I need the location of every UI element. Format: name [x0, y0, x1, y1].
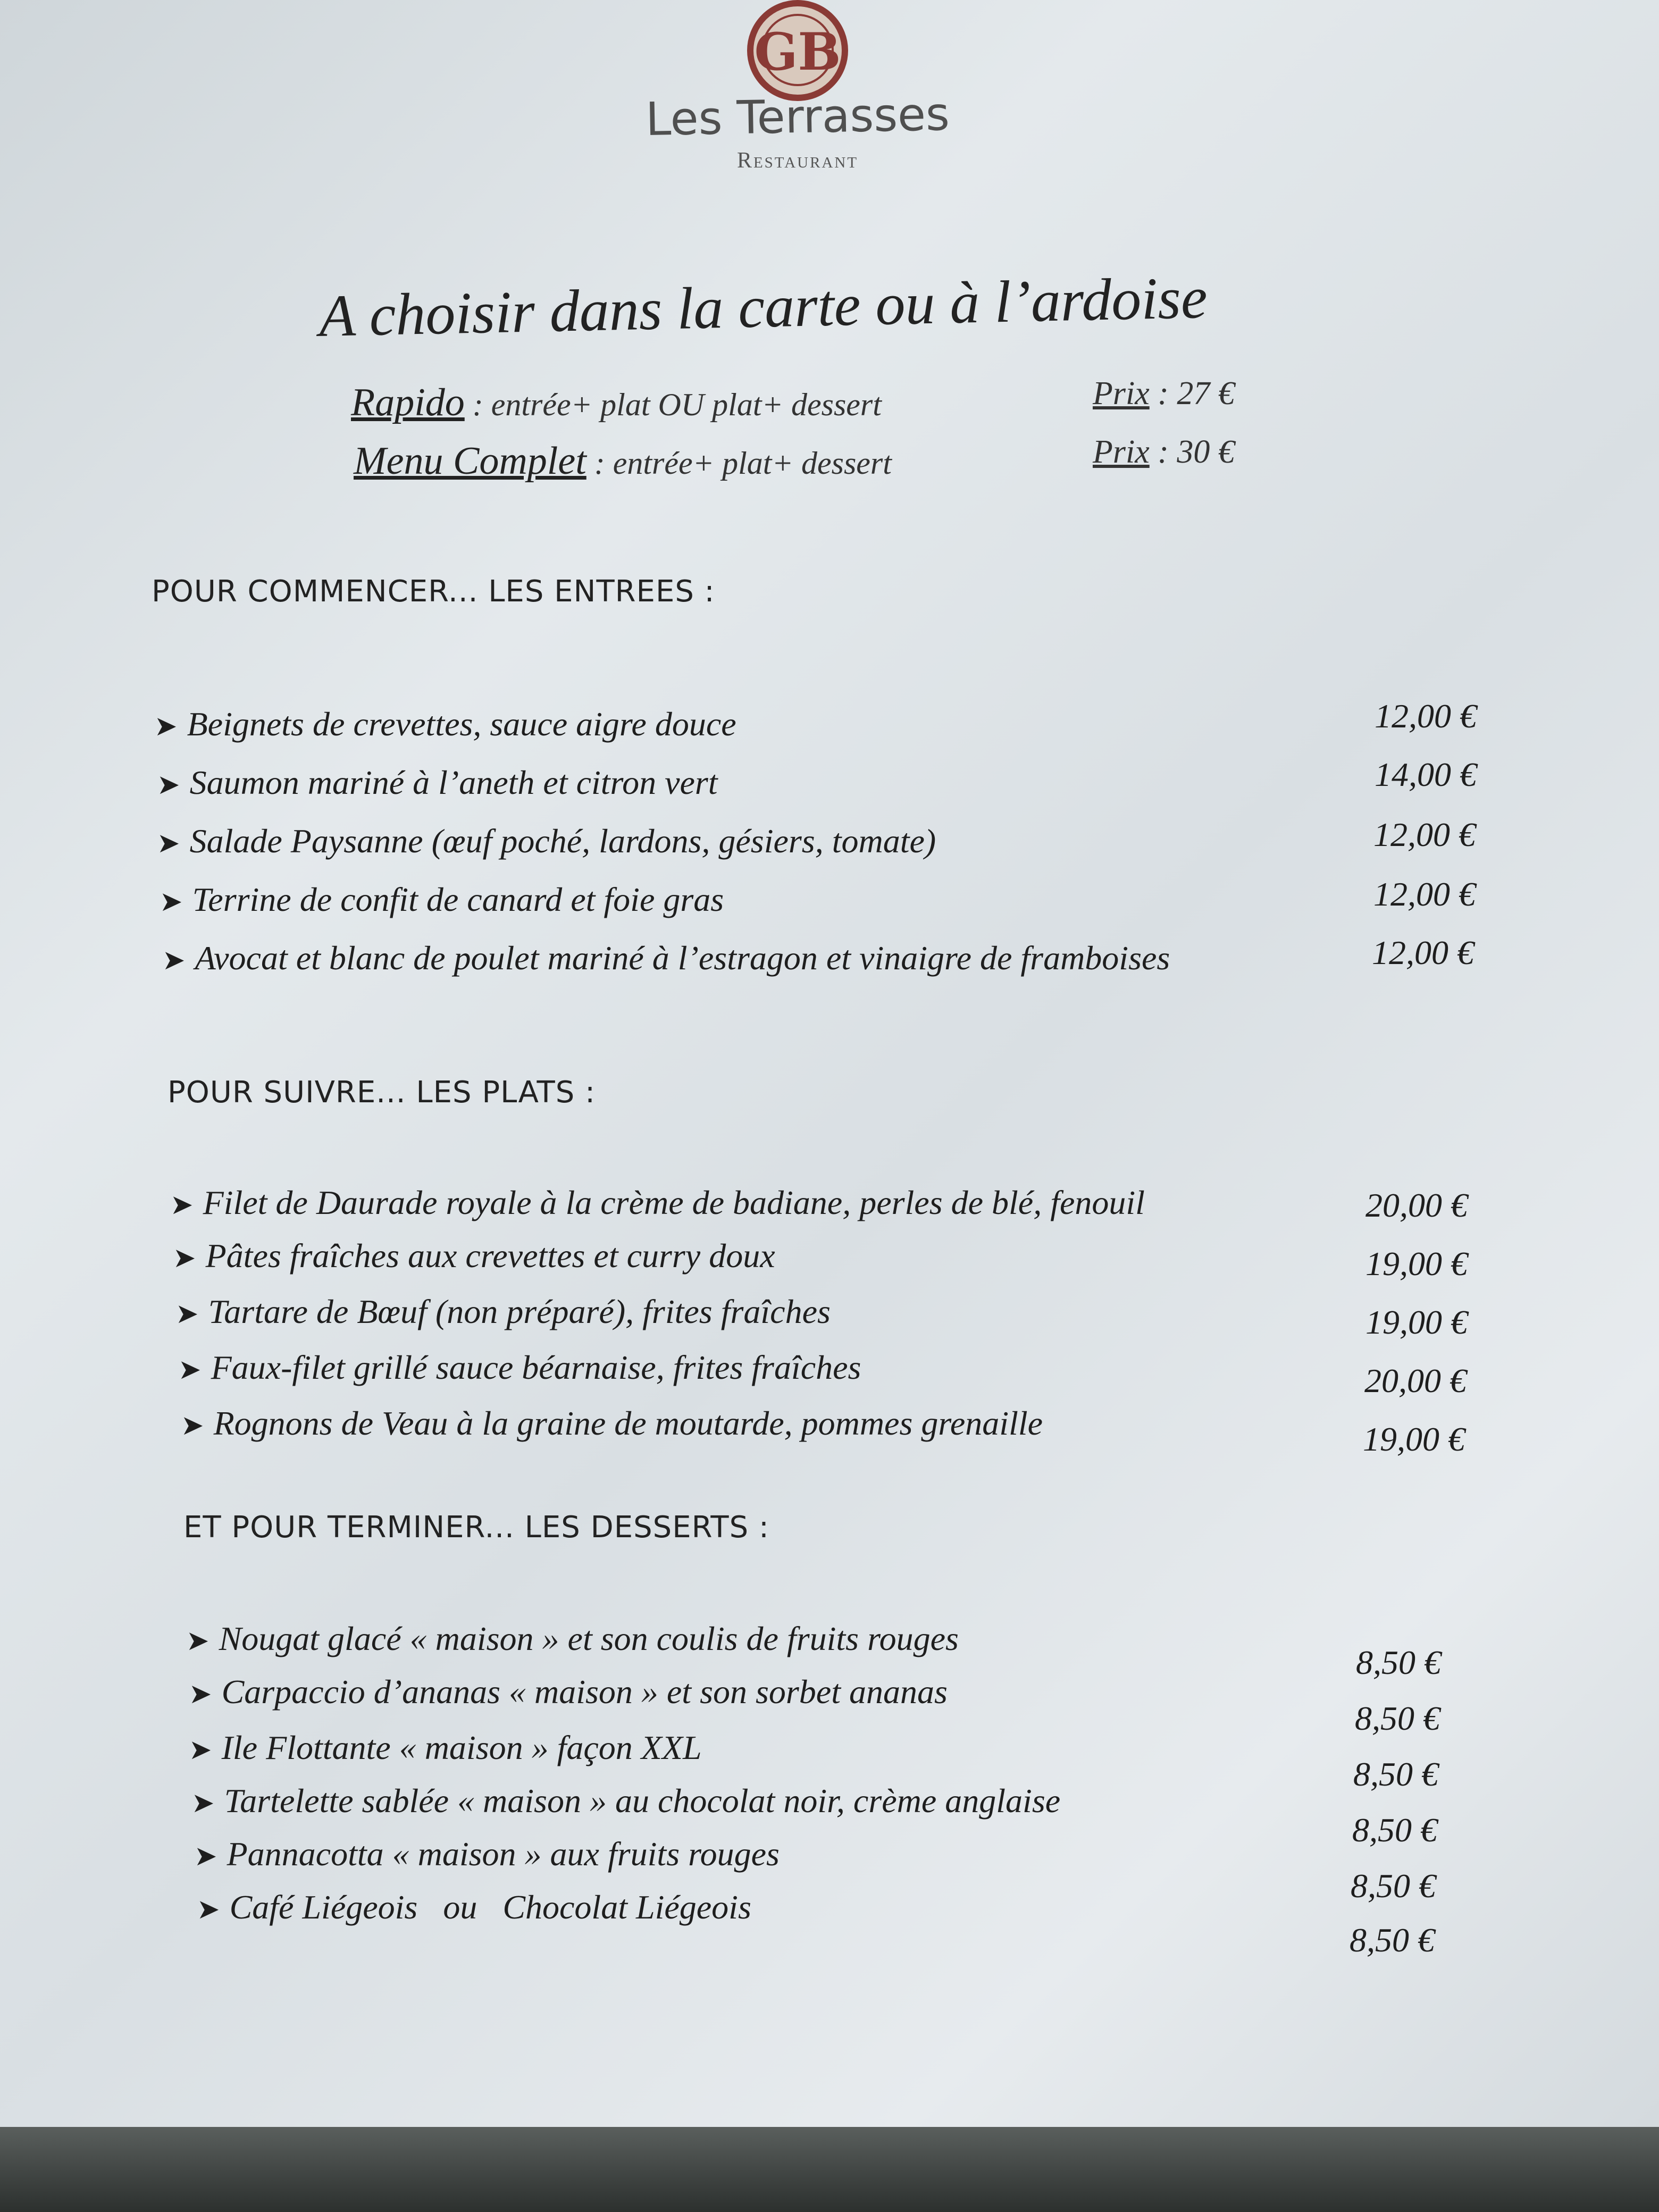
- item-price: 14,00 €: [1375, 756, 1477, 793]
- item-price: 12,00 €: [1373, 816, 1476, 853]
- formula-name: Rapido: [351, 381, 465, 424]
- item-name: Faux-filet grillé sauce béarnaise, frites fraîches: [211, 1348, 861, 1386]
- item-name: Ile Flottante « maison » façon XXL: [221, 1729, 702, 1766]
- formula-rapido-price: [1093, 375, 1235, 413]
- price-label: Prix: [1093, 434, 1150, 470]
- menu-item: [154, 705, 736, 744]
- item-name: Saumon mariné à l’aneth et citron vert: [189, 764, 718, 801]
- price-value: : 30 €: [1149, 434, 1235, 470]
- item-price: 8,50 €: [1350, 1921, 1435, 1959]
- menu-item: [157, 822, 936, 861]
- bullet-icon: ➤: [189, 1735, 212, 1765]
- item-name: Salade Paysanne (œuf poché, lardons, gésiers, tomate): [189, 822, 936, 860]
- formula-description: : entrée+ plat OU plat+ dessert: [464, 387, 882, 422]
- item-price: 12,00 €: [1372, 934, 1474, 971]
- item-name: Filet de Daurade royale à la crème de badiane, perles de blé, fenouil: [203, 1184, 1145, 1221]
- item-price: 19,00 €: [1365, 1245, 1468, 1283]
- menu-item: [175, 1292, 831, 1331]
- bullet-icon: ➤: [160, 887, 183, 917]
- item-price: 8,50 €: [1352, 1811, 1437, 1849]
- menu-item: [160, 880, 724, 919]
- menu-item: [181, 1404, 1043, 1443]
- menu-item: [194, 1834, 780, 1874]
- bullet-icon: ➤: [186, 1626, 210, 1656]
- menu-headline: A choisir dans la carte ou à l’ardoise: [318, 264, 1208, 349]
- bullet-icon: ➤: [197, 1895, 220, 1925]
- item-name: Beignets de crevettes, sauce aigre douce: [187, 705, 736, 743]
- menu-item: [170, 1183, 1145, 1222]
- menu-item: [191, 1781, 1060, 1821]
- bullet-icon: ➤: [175, 1299, 199, 1329]
- bullet-icon: ➤: [157, 828, 180, 859]
- menu-item: [197, 1888, 751, 1927]
- item-price: 8,50 €: [1351, 1867, 1436, 1905]
- item-name: Tartelette sablée « maison » au chocolat noir, crème anglaise: [224, 1782, 1061, 1820]
- section-title-plats: POUR SUIVRE... LES PLATS :: [167, 1075, 596, 1110]
- menu-item: [157, 763, 718, 802]
- window-frame-shadow: [0, 2127, 1659, 2212]
- formula-menu-complet: [354, 439, 892, 484]
- item-price: 20,00 €: [1365, 1186, 1468, 1224]
- menu-item: [189, 1728, 702, 1767]
- bullet-icon: ➤: [157, 770, 180, 800]
- item-price: 19,00 €: [1365, 1303, 1468, 1341]
- item-price: 8,50 €: [1355, 1699, 1440, 1737]
- item-price: 8,50 €: [1356, 1644, 1441, 1681]
- bullet-icon: ➤: [178, 1355, 202, 1385]
- logo-monogram: GB: [754, 22, 841, 82]
- item-name: Tartare de Bœuf (non préparé), frites fraîches: [208, 1293, 831, 1330]
- formula-name: Menu Complet: [354, 439, 586, 483]
- item-price: 12,00 €: [1373, 875, 1476, 913]
- item-price: 12,00 €: [1375, 697, 1477, 735]
- bullet-icon: ➤: [191, 1788, 215, 1819]
- menu-item: [189, 1672, 948, 1712]
- item-price: 20,00 €: [1364, 1362, 1467, 1400]
- item-price: 8,50 €: [1353, 1755, 1438, 1793]
- item-name: Carpaccio d’ananas « maison » et son sorbet ananas: [221, 1673, 948, 1711]
- price-label: Prix: [1093, 375, 1150, 412]
- section-title-entrees: POUR COMMENCER... LES ENTREES :: [152, 574, 715, 609]
- item-name: Terrine de confit de canard et foie gras: [192, 881, 724, 918]
- restaurant-name: Les Terrasses: [645, 88, 950, 146]
- formula-rapido: [351, 380, 882, 425]
- bullet-icon: ➤: [194, 1841, 217, 1872]
- bullet-icon: ➤: [170, 1190, 194, 1220]
- restaurant-subtitle: Restaurant: [736, 148, 859, 173]
- bullet-icon: ➤: [162, 945, 186, 976]
- item-name: Rognons de Veau à la graine de moutarde, pommes grenaille: [213, 1404, 1043, 1442]
- item-price: 19,00 €: [1363, 1420, 1465, 1458]
- price-value: : 27 €: [1149, 375, 1235, 412]
- menu-item: [173, 1236, 775, 1276]
- menu-item: [186, 1619, 959, 1658]
- bullet-icon: ➤: [189, 1679, 212, 1710]
- menu-item: [162, 939, 1170, 978]
- bullet-icon: ➤: [173, 1243, 196, 1273]
- formula-menu-complet-price: [1093, 433, 1235, 471]
- formula-description: : entrée+ plat+ dessert: [586, 446, 892, 481]
- bullet-icon: ➤: [181, 1411, 204, 1441]
- item-name: Café Liégeois ou Chocolat Liégeois: [229, 1888, 751, 1926]
- item-name: Avocat et blanc de poulet mariné à l’estragon et vinaigre de framboises: [195, 939, 1170, 977]
- bullet-icon: ➤: [154, 711, 178, 742]
- item-name: Pannacotta « maison » aux fruits rouges: [227, 1835, 780, 1873]
- section-title-desserts: ET POUR TERMINER... LES DESSERTS :: [183, 1510, 769, 1545]
- menu-item: [178, 1348, 861, 1387]
- item-name: Pâtes fraîches aux crevettes et curry doux: [205, 1237, 775, 1275]
- item-name: Nougat glacé « maison » et son coulis de fruits rouges: [219, 1620, 959, 1657]
